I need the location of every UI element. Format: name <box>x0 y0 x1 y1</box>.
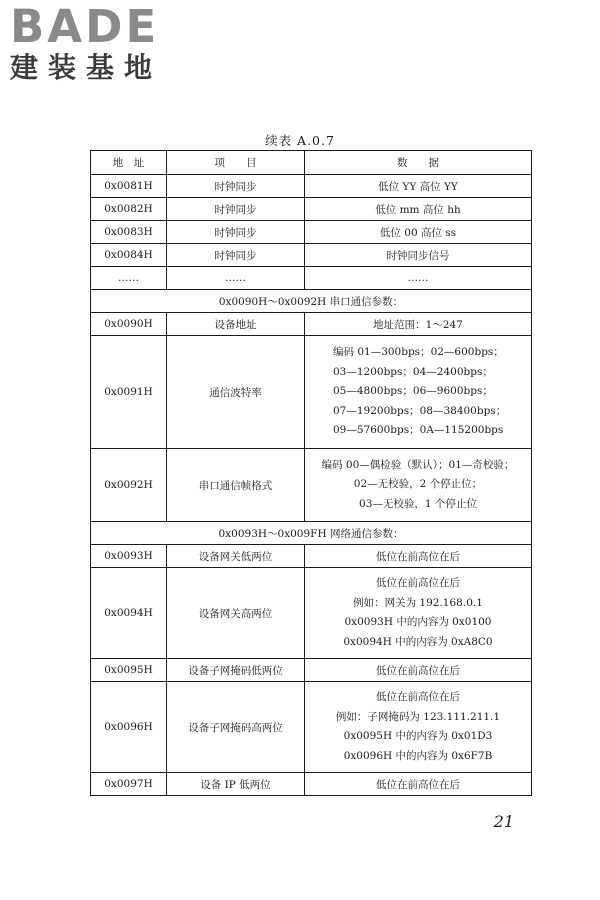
cell-item: 设备子网掩码低两位 <box>167 659 305 682</box>
cell-address: …… <box>91 267 167 290</box>
table-row <box>91 313 532 336</box>
cell-data: 低位 YY 高位 YY <box>305 175 532 198</box>
data-line: 03—无校验，1 个停止位 <box>359 497 477 510</box>
table-row <box>91 773 532 796</box>
cell-address: 0x0097H <box>91 773 167 796</box>
cell-item: 设备子网掩码高两位 <box>167 682 305 773</box>
table-row-ellipsis <box>91 267 532 290</box>
data-line: 低位在前高位在后 <box>376 577 460 589</box>
cell-data-multiline <box>305 682 532 773</box>
table-row <box>91 682 532 773</box>
table-row <box>91 659 532 682</box>
data-line: 编码 01—300bps；02—600bps； <box>333 346 504 359</box>
cell-data: 低位 00 高位 ss <box>305 221 532 244</box>
cell-address: 0x0093H <box>91 545 167 568</box>
data-line: 例如：网关为 192.168.0.1 <box>353 596 483 609</box>
table-row <box>91 221 532 244</box>
cell-item: 时钟同步 <box>167 244 305 267</box>
cell-item: 设备网关低两位 <box>167 545 305 568</box>
cell-data: 低位在前高位在后 <box>305 773 532 796</box>
cell-item: 设备 IP 低两位 <box>167 773 305 796</box>
data-line: 0x0094H 中的内容为 0xA8C0 <box>343 635 493 648</box>
page-number: 21 <box>493 812 514 831</box>
cell-address: 0x0084H <box>91 244 167 267</box>
data-line: 例如：子网掩码为 123.111.211.1 <box>335 710 501 723</box>
data-line: 07—19200bps；08—38400bps； <box>333 404 507 417</box>
cell-item: 时钟同步 <box>167 175 305 198</box>
cell-item: 通信波特率 <box>167 336 305 449</box>
data-line: 03—1200bps；04—2400bps； <box>333 365 493 378</box>
header-address: 地 址 <box>91 151 167 175</box>
cell-address: 0x0083H <box>91 221 167 244</box>
cell-item: 时钟同步 <box>167 221 305 244</box>
cell-data-multiline <box>305 336 532 449</box>
data-line: 02—无校验，2 个停止位； <box>353 478 483 491</box>
cell-address: 0x0095H <box>91 659 167 682</box>
cell-data: …… <box>305 267 532 290</box>
table-row <box>91 568 532 659</box>
table-row <box>91 336 532 449</box>
cell-data: 低位 mm 高位 hh <box>305 198 532 221</box>
cell-data: 低位在前高位在后 <box>305 659 532 682</box>
data-line: 0x0095H 中的内容为 0x01D3 <box>343 730 493 742</box>
table-header-row <box>91 151 532 175</box>
cell-data-multiline <box>305 449 532 522</box>
cell-item: 串口通信帧格式 <box>167 449 305 522</box>
table-row <box>91 198 532 221</box>
cell-item: …… <box>167 267 305 290</box>
table-row <box>91 449 532 522</box>
section-row-serial <box>91 290 532 313</box>
cell-address: 0x0094H <box>91 568 167 659</box>
data-line: 05—4800bps；06—9600bps； <box>333 385 493 398</box>
cell-address: 0x0096H <box>91 682 167 773</box>
table-row <box>91 545 532 568</box>
cell-address: 0x0090H <box>91 313 167 336</box>
cell-item: 设备网关高两位 <box>167 568 305 659</box>
cell-address: 0x0091H <box>91 336 167 449</box>
cell-data-multiline <box>305 568 532 659</box>
cell-data: 低位在前高位在后 <box>305 545 532 568</box>
data-line: 09—57600bps；0A—115200bps <box>333 424 504 437</box>
table-row <box>91 175 532 198</box>
cell-address: 0x0092H <box>91 449 167 522</box>
cell-data: 地址范围：1～247 <box>305 313 532 336</box>
cell-data: 时钟同步信号 <box>305 244 532 267</box>
cell-address: 0x0081H <box>91 175 167 198</box>
header-data: 数 据 <box>305 151 532 175</box>
data-line: 0x0096H 中的内容为 0x6F7B <box>343 749 493 762</box>
brand-logo <box>10 0 175 84</box>
register-table <box>90 150 532 796</box>
table-row <box>91 244 532 267</box>
table-caption: 续表 A.0.7 <box>265 133 335 148</box>
data-line: 低位在前高位在后 <box>376 691 460 703</box>
cell-item: 时钟同步 <box>167 198 305 221</box>
data-line: 编码 00—偶检验（默认）；01—奇校验； <box>321 458 515 471</box>
section-network-title: 0x0093H～0x009FH 网络通信参数： <box>91 522 532 545</box>
cell-address: 0x0082H <box>91 198 167 221</box>
header-item: 项 目 <box>167 151 305 175</box>
logo-english: BADE <box>10 0 160 53</box>
logo-chinese: 建装基地 <box>10 51 163 84</box>
data-line: 0x0093H 中的内容为 0x0100 <box>344 616 492 628</box>
cell-item: 设备地址 <box>167 313 305 336</box>
section-serial-title: 0x0090H～0x0092H 串口通信参数： <box>91 290 532 313</box>
section-row-network <box>91 522 532 545</box>
